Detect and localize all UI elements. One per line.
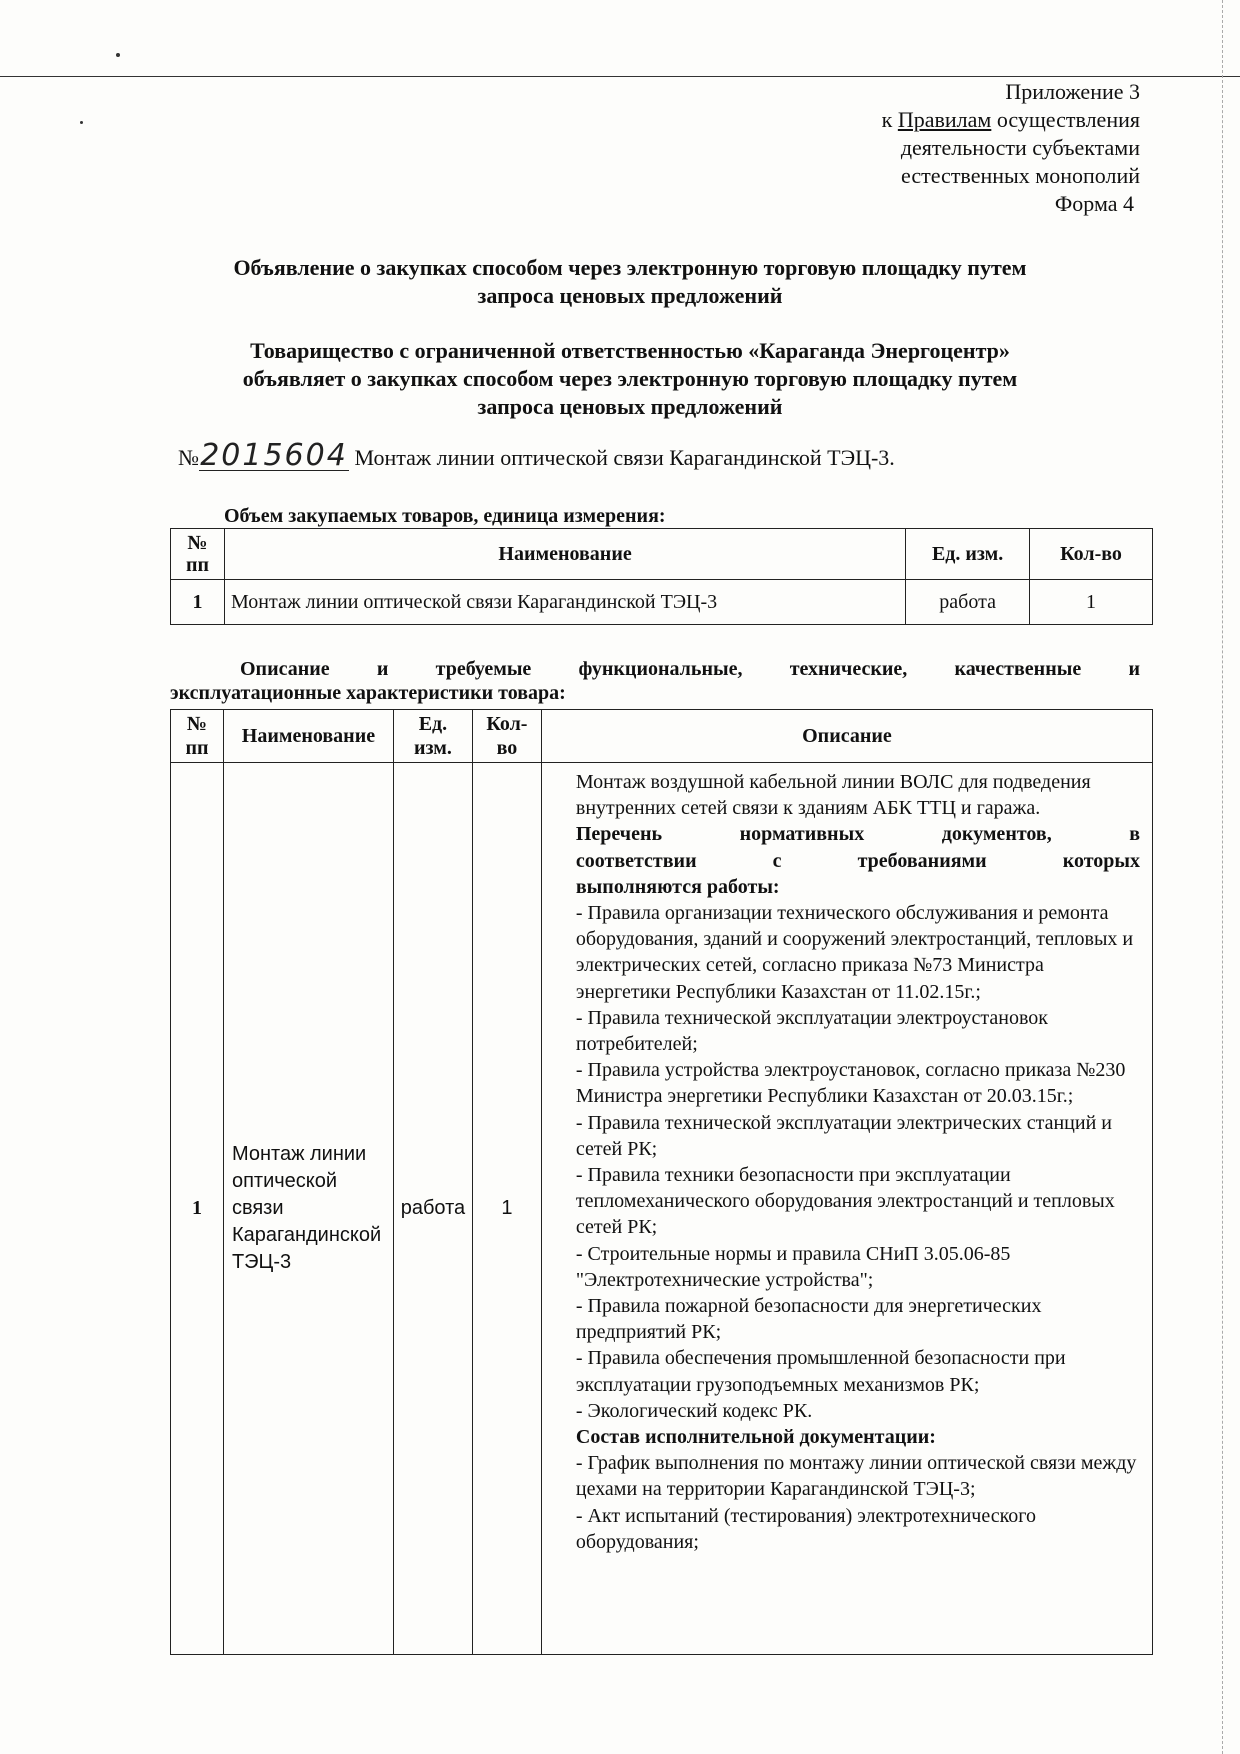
cell-qty: 1 — [1030, 580, 1153, 625]
list-item: - Правила устройства электроустановок, согласно приказа №230 Министра энергетики Республики Казахстан от 20.03.15г.; — [575, 1059, 1126, 1108]
list-item: - Правила пожарной безопасности для энергетических предприятий РК; — [575, 1295, 1042, 1344]
list-item: - График выполнения по монтажу линии оптической связи между цехами на территории Карагандинской ТЭЦ-3; — [575, 1452, 1137, 1501]
scan-speck — [116, 53, 120, 57]
heading-word: требованиями — [857, 849, 987, 872]
list-item: - Акт испытаний (тестирования) электротехнического оборудования; — [575, 1504, 1037, 1553]
appendix-block — [740, 78, 1140, 218]
volume-caption: Объем закупаемых товаров, единица измерения: — [224, 505, 666, 527]
header-text: Кол- — [486, 713, 528, 735]
header-text: № — [187, 532, 208, 554]
list-item: - Правила технической эксплуатации электрических станций и сетей РК; — [575, 1111, 1112, 1160]
page-right-edge — [1222, 0, 1223, 1754]
caption-word: качественные — [954, 658, 1082, 680]
list-item: - Правила организации технического обслуживания и ремонта оборудования, зданий и сооружений электростанций, тепловых и электрических сетей, согласно приказа №73 Министра энергетики Республики Казахстан от 11.02.15г.; — [575, 902, 1134, 1003]
heading-word: в — [1129, 823, 1141, 846]
cell-qty: 1 — [472, 763, 541, 1655]
table-header-row — [171, 529, 1153, 580]
name-line: оптической — [231, 1170, 338, 1192]
lot-name: Монтаж линии оптической связи Карагандинской ТЭЦ-3. — [349, 445, 895, 470]
name-line: связи — [231, 1197, 284, 1219]
heading-word: соответствии — [575, 849, 697, 872]
spec-caption-line2: эксплуатационные характеристики товара: — [170, 682, 566, 704]
cell-name: Монтаж линии оптической связи Карагандинской ТЭЦ-3 — [224, 580, 905, 625]
cell-name — [223, 763, 393, 1655]
col-number — [171, 710, 224, 763]
col-qty: Кол-во — [1030, 529, 1153, 580]
heading-word: нормативных — [739, 823, 865, 846]
caption-word: технические, — [789, 658, 908, 680]
cell-description — [541, 763, 1152, 1655]
title-line: запроса ценовых предложений — [477, 283, 783, 308]
col-qty — [472, 710, 541, 763]
volume-table — [170, 528, 1153, 625]
list-item: - Строительные нормы и правила СНиП 3.05.06-85 "Электротехнические устройства"; — [575, 1242, 1011, 1291]
norms-heading-line — [576, 848, 1140, 874]
col-description: Описание — [541, 710, 1152, 763]
col-name: Наименование — [224, 529, 905, 580]
description-intro: Монтаж воздушной кабельной линии ВОЛС для подведения внутренних сетей связи к зданиям АБК ТТЦ и гаража. — [575, 771, 1091, 820]
caption-word: и — [376, 658, 389, 680]
caption-word: требуемые — [435, 658, 532, 680]
cell-number: 1 — [171, 763, 224, 1655]
docs-heading: Состав исполнительной документации: — [575, 1426, 936, 1449]
org-line: объявляет о закупках способом через электронную торговую площадку путем — [242, 366, 1018, 391]
table-header-row — [171, 710, 1153, 763]
docs-list — [576, 1450, 1140, 1555]
cell-number: 1 — [171, 580, 225, 625]
norms-heading — [576, 821, 1140, 900]
page-top-border — [0, 76, 1240, 77]
document-title — [170, 254, 1090, 310]
table-row — [171, 763, 1153, 1655]
header-text: пп — [185, 737, 209, 759]
appendix-line — [740, 106, 1140, 134]
lot-number-handwritten: 2015604 — [200, 438, 348, 473]
col-unit: Ед. изм. — [906, 529, 1030, 580]
list-item: - Правила обеспечения промышленной безопасности при эксплуатации грузоподъемных механизмов РК; — [575, 1347, 1066, 1396]
title-line: Объявление о закупках способом через электронную торговую площадку путем — [233, 255, 1027, 280]
spec-table — [170, 709, 1153, 1655]
caption-word: Описание — [240, 658, 330, 680]
form-number: Форма 4 — [1054, 191, 1134, 216]
header-text: пп — [185, 554, 209, 576]
header-text: Ед. — [418, 713, 448, 735]
col-unit — [393, 710, 472, 763]
org-line: Товарищество с ограниченной ответственностью «Караганда Энергоцентр» — [250, 338, 1010, 363]
col-name: Наименование — [223, 710, 393, 763]
scan-speck — [80, 121, 83, 124]
heading-word: Перечень — [575, 823, 663, 846]
appendix-line: деятельности субъектами — [900, 135, 1140, 160]
list-item: - Правила техники безопасности при эксплуатации тепломеханического оборудования электростанций и тепловых сетей РК; — [575, 1164, 1115, 1239]
rules-link[interactable]: Правилам — [897, 107, 992, 132]
header-text: изм. — [413, 737, 452, 759]
organization-heading — [170, 337, 1090, 421]
heading-word: документов, — [941, 823, 1052, 846]
lot-line — [178, 438, 895, 473]
caption-word: и — [1128, 658, 1140, 680]
heading-word: которых — [1062, 849, 1141, 872]
table-row — [171, 580, 1153, 625]
number-sign: № — [178, 445, 199, 470]
norms-heading-line — [576, 821, 1140, 847]
cell-unit: работа — [906, 580, 1030, 625]
norms-list — [576, 900, 1140, 1424]
cell-unit: работа — [393, 763, 472, 1655]
appendix-text: к — [881, 107, 898, 132]
norms-heading-line: выполняются работы: — [575, 875, 780, 898]
caption-word: функциональные, — [578, 658, 743, 680]
name-line: Карагандинской — [231, 1224, 382, 1246]
name-line: ТЭЦ-3 — [231, 1251, 292, 1273]
header-text: во — [496, 737, 518, 759]
list-item: - Экологический кодекс РК. — [575, 1399, 813, 1422]
header-text: № — [186, 713, 208, 735]
appendix-line: естественных монополий — [901, 163, 1140, 188]
org-line: запроса ценовых предложений — [477, 394, 783, 419]
appendix-text: осуществления — [991, 107, 1140, 132]
col-number — [171, 529, 225, 580]
heading-word: с — [772, 849, 782, 872]
appendix-line: Приложение 3 — [1005, 79, 1140, 104]
list-item: - Правила технической эксплуатации электроустановок потребителей; — [575, 1006, 1048, 1056]
spec-caption-line1 — [240, 658, 1140, 680]
name-line: Монтаж линии — [231, 1143, 367, 1165]
